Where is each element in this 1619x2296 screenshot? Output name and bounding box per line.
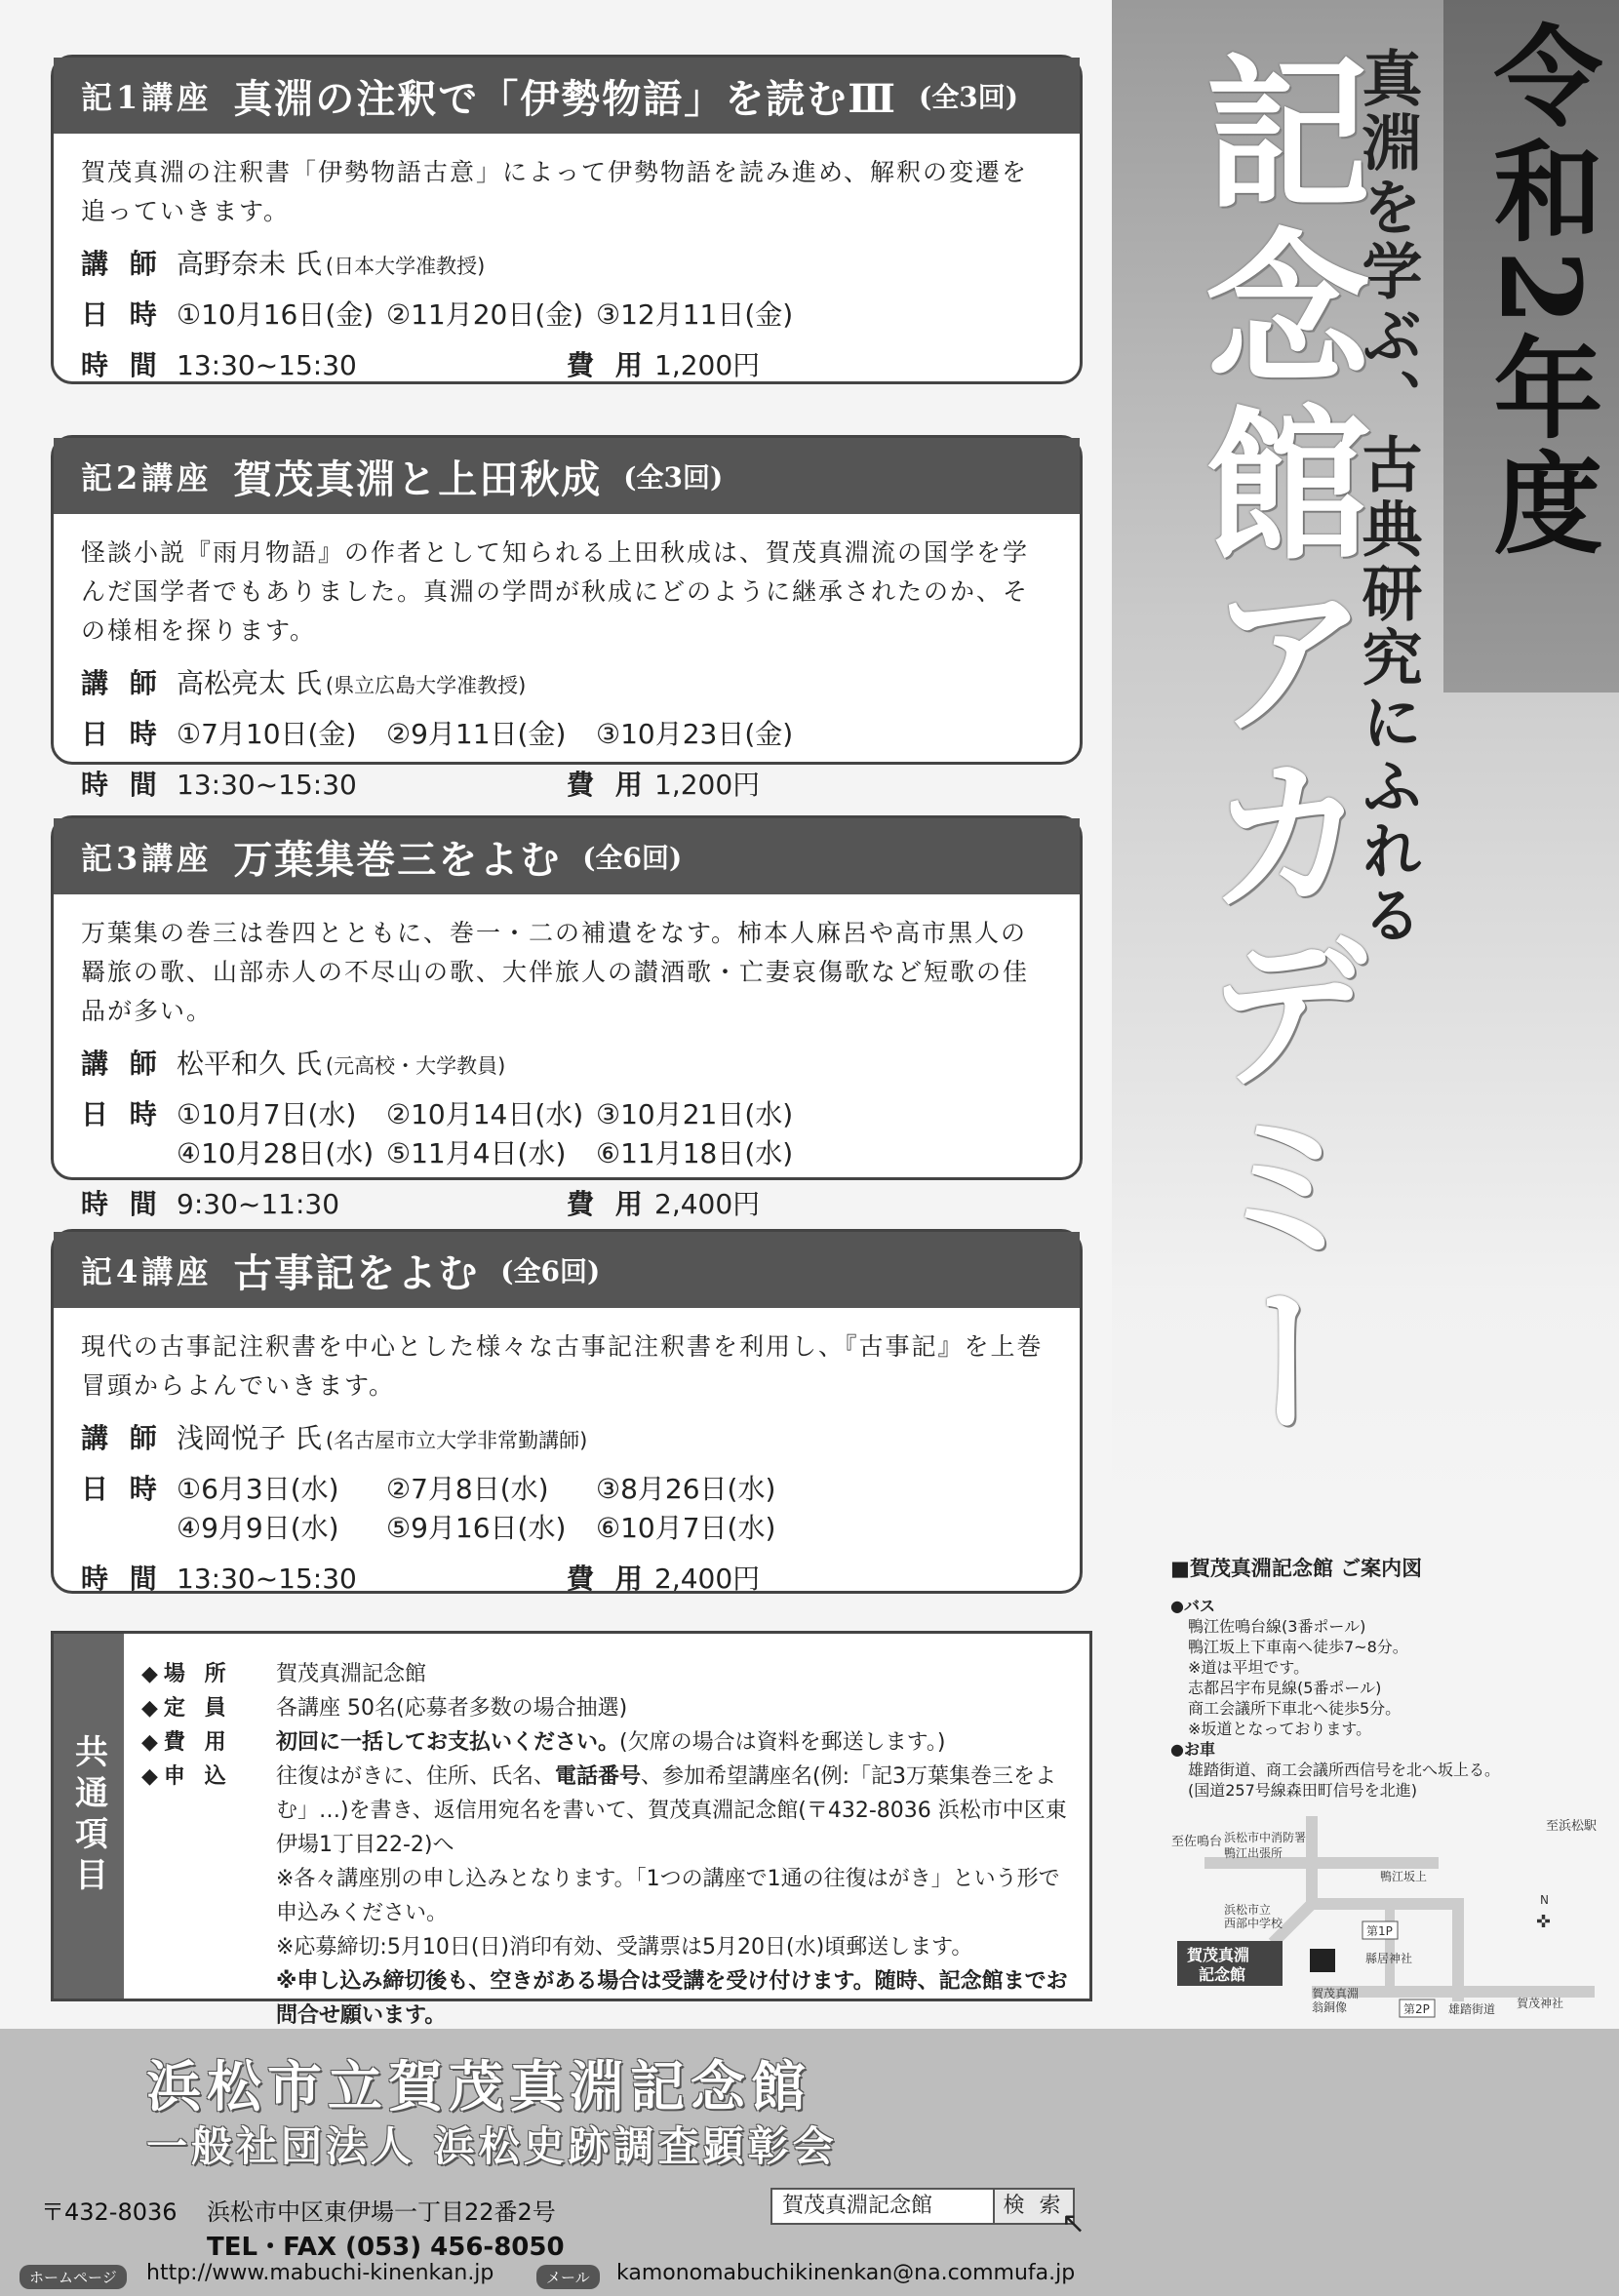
date: ②9月11日(金)	[386, 718, 567, 750]
apply-text-2: 、参加希望講座名(例:「記3万葉集巻三をよむ」…)を書き、返信用宛名を書いて、賀茂真淵記念館(〒432-8036 浜松市中区東伊場1丁目22-2)へ	[276, 1764, 1067, 1857]
course-number: 記2講座	[81, 459, 213, 496]
fee-payment: 初回に一括してお支払いください。	[276, 1730, 620, 1755]
dates-label: 日 時	[81, 1473, 163, 1505]
course-description: 万葉集の巻三は巻四とともに、巻一・二の補遺をなす。柿本人麻呂や高市黒人の羇旅の歌、山部赤人の不尽山の歌、大伴旅人の讃酒歌・亡妻哀傷歌など短歌の佳品が多い。	[81, 919, 1030, 1025]
map-label-fire-station-2: 鴨江出張所	[1224, 1846, 1283, 1860]
bus-line-2: 志都呂宇布見線(5番ポール)	[1188, 1679, 1382, 1697]
lecturer-affiliation: (名古屋市立大学非常勤講師)	[325, 1429, 588, 1452]
lecturer-name: 高松亮太 氏	[177, 667, 322, 699]
telephone: TEL・FAX (053) 456-8050	[207, 2233, 565, 2262]
course-header	[54, 58, 1080, 134]
course-title: 古事記をよむ	[233, 1249, 480, 1296]
bus-line-1: 鴨江佐鳴台線(3番ポール)	[1188, 1617, 1366, 1636]
cursor-icon: ↖	[1061, 2206, 1086, 2240]
date: ②11月20日(金)	[386, 298, 584, 331]
course-fee: 2,400円	[654, 1563, 761, 1595]
apply-phone: 電話番号	[555, 1764, 642, 1789]
bus-heading: ●バス	[1170, 1597, 1215, 1615]
date: ①10月16日(金)	[177, 298, 375, 331]
bus-line-1-walk: 鴨江坂上下車南へ徒歩7~8分。	[1188, 1638, 1408, 1656]
dates-label: 日 時	[81, 1098, 163, 1130]
course-count: (全6回)	[582, 842, 683, 874]
fee-key: ◆費 用	[141, 1730, 232, 1755]
fee-note: (欠席の場合は資料を郵送します。)	[619, 1730, 946, 1755]
course-description: 現代の古事記注釈書を中心とした様々な古事記注釈書を利用し、『古事記』を上巻冒頭からよんでいきます。	[81, 1332, 1044, 1400]
map-label-parking-1: 第1P	[1366, 1924, 1393, 1938]
map-label-school-2: 西部中学校	[1224, 1917, 1283, 1930]
course-count: (全3回)	[919, 81, 1018, 113]
search-button: 検 索	[993, 2188, 1075, 2225]
date: ③8月26日(水)	[596, 1473, 776, 1505]
mail-tag: メール	[536, 2265, 600, 2289]
map-label-sanarudai: 至佐鳴台	[1171, 1835, 1223, 1849]
course-description: 賀茂真淵の注釈書「伊勢物語古意」によって伊勢物語を読み進め、解釈の変遷を追っていきます。	[81, 158, 1029, 225]
date: ⑤11月4日(水)	[386, 1137, 567, 1169]
date: ②7月8日(水)	[386, 1473, 549, 1505]
homepage-tag: ホームページ	[20, 2265, 127, 2289]
course-time: 13:30~15:30	[177, 769, 357, 801]
organization-name-2: 一般社団法人 浜松史跡調査顕彰会	[146, 2122, 838, 2170]
course-description: 怪談小説『雨月物語』の作者として知られる上田秋成は、賀茂真淵流の国学を学んだ国学者でもありました。真淵の学問が秋成にどのように継承されたのか、その様相を探ります。	[81, 538, 1030, 645]
course-number: 記1講座	[81, 79, 213, 116]
lecturer-name: 松平和久 氏	[177, 1048, 322, 1080]
course-4	[51, 1229, 1083, 1594]
date: ④9月9日(水)	[177, 1512, 339, 1544]
postal-code: 〒432-8036	[41, 2198, 178, 2226]
bus-line-2-note: ※坂道となっております。	[1188, 1720, 1372, 1738]
course-fee: 2,400円	[654, 1188, 761, 1220]
car-route: 雄踏街道、商工会議所西信号を北へ坂上る。	[1188, 1761, 1501, 1779]
date: ③12月11日(金)	[596, 298, 794, 331]
fee-label: 費 用	[567, 769, 649, 801]
date: ①7月10日(金)	[177, 718, 357, 750]
apply-key: ◆申 込	[141, 1764, 232, 1789]
map-label-yuto: 雄踏街道	[1448, 2002, 1496, 2016]
access-map	[1165, 1816, 1598, 2025]
course-3	[51, 815, 1083, 1220]
note-3: ※申し込み締切後も、空きがある場合は受講を受け付けます。随時、記念館までお問合せ願います。	[276, 1969, 1068, 2028]
fiscal-year: 令和2年度	[1476, 20, 1603, 562]
map-label-kamoe: 鴨江坂上	[1380, 1870, 1428, 1883]
course-fee: 1,200円	[654, 769, 761, 801]
course-fee: 1,200円	[654, 349, 761, 381]
place-key: ◆場 所	[141, 1662, 232, 1686]
map-label-museum: 賀茂真淵	[1187, 1946, 1250, 1964]
map-label-hamamatsu-station: 至浜松駅	[1546, 1819, 1598, 1834]
date: ⑤9月16日(水)	[386, 1512, 567, 1544]
date: ④10月28日(水)	[177, 1137, 375, 1169]
capacity-key: ◆定 員	[141, 1696, 232, 1721]
lecturer-affiliation: (元高校・大学教員)	[325, 1054, 506, 1078]
bus-line-2-walk: 商工会議所下車北へ徒歩5分。	[1188, 1699, 1402, 1718]
lecturer-affiliation: (日本大学准教授)	[325, 255, 486, 278]
fee-label: 費 用	[567, 349, 649, 381]
capacity-value: 各講座 50名(応募者多数の場合抽選)	[276, 1696, 628, 1721]
car-route-note: (国道257号線森田町信号を北進)	[1188, 1781, 1418, 1800]
map-label-school: 浜松市立	[1224, 1903, 1272, 1917]
time-label: 時 間	[81, 1188, 163, 1220]
time-label: 時 間	[81, 769, 163, 801]
course-number: 記4講座	[81, 1253, 213, 1290]
map-label-fire-station: 浜松市中消防署	[1224, 1831, 1307, 1844]
lecturer-label: 講 師	[81, 1048, 163, 1080]
fee-label: 費 用	[567, 1188, 649, 1220]
map-label-parking-2: 第2P	[1403, 2002, 1430, 2016]
course-header	[54, 818, 1080, 894]
date: ③10月21日(水)	[596, 1098, 794, 1130]
common-side-label: 共通項目	[54, 1634, 124, 1999]
course-title: 賀茂真淵と上田秋成	[233, 455, 603, 502]
access-info	[1170, 1596, 1580, 1801]
address: 浜松市中区東伊場一丁目22番2号	[207, 2198, 556, 2226]
course-time: 13:30~15:30	[177, 1563, 357, 1595]
course-title: 真淵の注釈で「伊勢物語」を読むⅢ	[233, 75, 897, 122]
lecturer-name: 浅岡悦子 氏	[177, 1422, 322, 1454]
date: ⑥11月18日(水)	[596, 1137, 794, 1169]
compass-icon: ✜	[1536, 1912, 1552, 1932]
subtitle: 真淵を学ぶ、古典研究にふれる	[1352, 47, 1423, 948]
organization-name: 浜松市立賀茂真淵記念館	[146, 2055, 811, 2119]
apply-text: 往復はがきに、住所、氏名、	[276, 1764, 556, 1789]
course-count: (全6回)	[500, 1255, 601, 1287]
course-time: 9:30~11:30	[177, 1188, 340, 1220]
date: ①6月3日(水)	[177, 1473, 339, 1505]
date: ②10月14日(水)	[386, 1098, 584, 1130]
lecturer-label: 講 師	[81, 667, 163, 699]
date: ①10月7日(水)	[177, 1098, 357, 1130]
note-1: ※各々講座別の申し込みとなります。「1つの講座で1通の往復はがき」という形で申込みください。	[276, 1867, 1060, 1925]
lecturer-label: 講 師	[81, 248, 163, 280]
course-title: 万葉集巻三をよむ	[233, 836, 562, 883]
course-header	[54, 438, 1080, 514]
lecturer-name: 高野奈未 氏	[177, 248, 322, 280]
date: ⑥10月7日(水)	[596, 1512, 776, 1544]
map-title: ■賀茂真淵記念館 ご案内図	[1170, 1557, 1423, 1580]
common-info-box	[51, 1631, 1092, 2028]
course-time: 13:30~15:30	[177, 349, 357, 381]
time-label: 時 間	[81, 1563, 163, 1595]
course-header	[54, 1232, 1080, 1308]
map-label-statue: 賀茂真淵	[1312, 1987, 1360, 2000]
map-label-shrine: 縣居神社	[1365, 1952, 1413, 1965]
map-label-statue-2: 翁銅像	[1312, 2000, 1348, 2014]
course-2	[51, 435, 1083, 801]
note-2: ※応募締切:5月10日(日)消印有効、受講票は5月20日(水)頃郵送します。	[276, 1935, 973, 1960]
search-box: 賀茂真淵記念館	[770, 2188, 995, 2225]
dates-label: 日 時	[81, 718, 163, 750]
course-number: 記3講座	[81, 840, 213, 877]
course-1	[51, 55, 1083, 384]
map-label-museum-2: 記念館	[1199, 1965, 1246, 1984]
dates-label: 日 時	[81, 298, 163, 331]
main-title: 記念館アカデミー	[1176, 47, 1371, 1451]
lecturer-label: 講 師	[81, 1422, 163, 1454]
course-count: (全3回)	[623, 461, 724, 494]
bus-line-1-note: ※道は平坦です。	[1188, 1658, 1310, 1677]
time-label: 時 間	[81, 349, 163, 381]
email-address: kamonomabuchikinenkan@na.commufa.jp	[616, 2261, 1076, 2285]
fee-label: 費 用	[567, 1563, 649, 1595]
date: ③10月23日(金)	[596, 718, 794, 750]
map-label-north: N	[1540, 1893, 1549, 1907]
homepage-url: http://www.mabuchi-kinenkan.jp	[146, 2261, 494, 2285]
car-heading: ●お車	[1170, 1740, 1215, 1759]
place-value: 賀茂真淵記念館	[276, 1662, 427, 1686]
map-label-kamo-shrine: 賀茂神社	[1517, 1997, 1564, 2010]
museum-marker	[1310, 1949, 1335, 1972]
lecturer-affiliation: (県立広島大学准教授)	[325, 674, 527, 697]
